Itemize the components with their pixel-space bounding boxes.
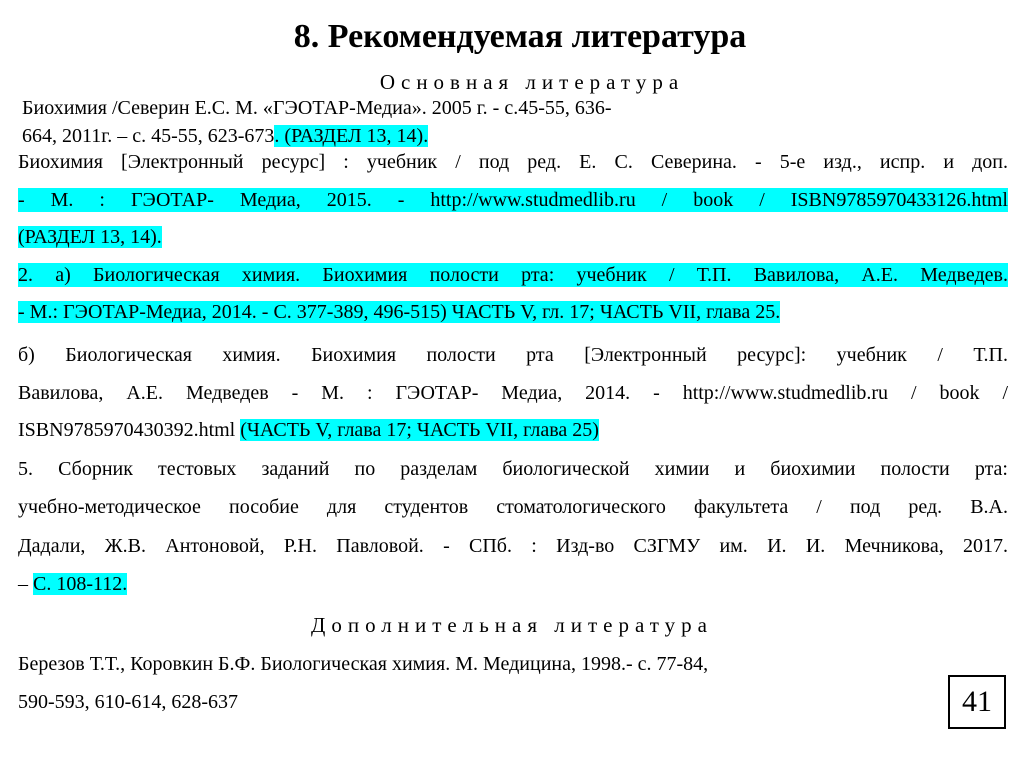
entry-5-line-2: учебно-методическое пособие для студентов стоматологического факультета / под ред. В.А. [18, 496, 1008, 518]
slide-title: 8. Рекомендуемая литература [293, 18, 747, 55]
entry-1-highlight: . (РАЗДЕЛ 13, 14). [274, 125, 429, 147]
entry-3-highlight: - М.: ГЭОТАР-Медиа, 2014. - С. 377-389, 496-515) ЧАСТЬ V, гл. 17; ЧАСТЬ VII, глава 25. [18, 301, 781, 323]
entry-4-line-2: Вавилова, А.Е. Медведев - М. : ГЭОТАР- Медиа, 2014. - http://www.studmedlib.ru / book / [18, 382, 1008, 404]
entry-1-line-1: Биохимия /Северин Е.С. М. «ГЭОТАР-Медиа». 2005 г. - с.45-55, 636- [22, 97, 612, 119]
entry-4-highlight: (ЧАСТЬ V, глава 17; ЧАСТЬ VII, глава 25) [240, 419, 599, 441]
main-literature-heading: Основная литература [379, 70, 685, 94]
entry-3-line-1: 2. а) Биологическая химия. Биохимия полости рта: учебник / Т.П. Вавилова, А.Е. Медведев. [18, 264, 1008, 286]
additional-literature-heading: Дополнительная литература [311, 613, 713, 637]
entry-2-line-3 [18, 225, 162, 249]
entry-2-line-2: - М. : ГЭОТАР- Медиа, 2015. - http://www.studmedlib.ru / book / ISBN9785970433126.html [18, 189, 1008, 211]
entry-4-line-3 [18, 418, 599, 442]
entry-1-line-2 [22, 124, 428, 148]
entry-5-highlight: С. 108-112. [33, 573, 128, 595]
extra-entry-line-2: 590-593, 610-614, 628-637 [18, 691, 238, 713]
page-number: 41 [948, 675, 1006, 729]
entry-2-line-1: Биохимия [Электронный ресурс] : учебник / под ред. Е. С. Северина. - 5-е изд., испр. и доп. [18, 151, 1008, 173]
entry-1-line-2-text: 664, 2011г. – с. 45-55, 623-673 [22, 125, 275, 147]
entry-5-line-3: Дадали, Ж.В. Антоновой, Р.Н. Павловой. - СПб. : Изд-во СЗГМУ им. И. И. Мечникова, 2017. [18, 535, 1008, 557]
entry-3-line-2 [18, 300, 780, 324]
entry-5-line-1: 5. Сборник тестовых заданий по разделам биологической химии и биохимии полости рта: [18, 458, 1008, 480]
entry-2-highlight: (РАЗДЕЛ 13, 14). [18, 226, 162, 248]
entry-5-line-4-text: – [18, 573, 33, 595]
extra-entry-line-1: Березов Т.Т., Коровкин Б.Ф. Биологическая химия. М. Медицина, 1998.- с. 77-84, [18, 653, 709, 675]
entry-4-line-1: б) Биологическая химия. Биохимия полости рта [Электронный ресурс]: учебник / Т.П. [18, 344, 1008, 366]
entry-4-line-3-text: ISBN9785970430392.html [18, 419, 241, 441]
entry-5-line-4 [18, 572, 127, 596]
